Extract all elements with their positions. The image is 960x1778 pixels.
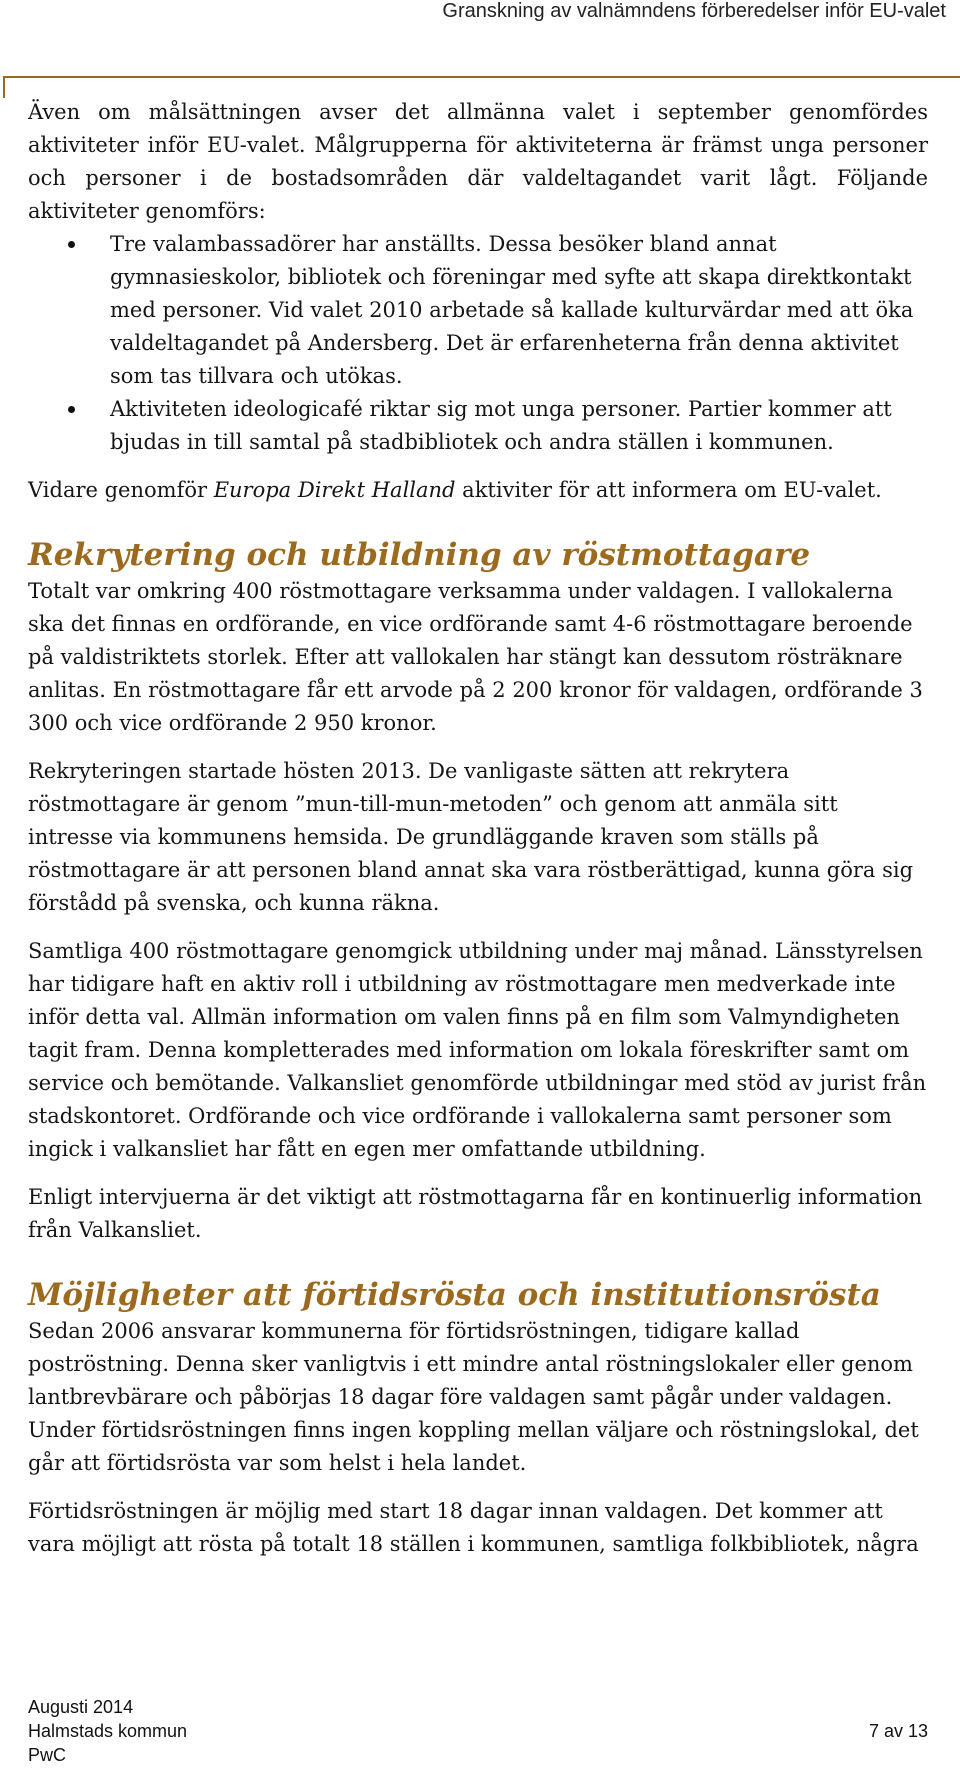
- page-footer: [28, 1695, 948, 1767]
- footer-org: Halmstads kommun: [28, 1721, 188, 1741]
- europa-direkt-halland: Europa Direkt Halland: [213, 478, 456, 502]
- bullet-icon: [68, 406, 75, 413]
- europa-suffix: aktiviter för att informera om EU-valet.: [455, 478, 882, 502]
- europa-direkt-paragraph: [28, 474, 928, 507]
- footer-date: Augusti 2014: [28, 1697, 134, 1717]
- bullet-icon: [68, 241, 75, 248]
- activity-list: [28, 228, 928, 459]
- body-content: [28, 96, 928, 1561]
- section-heading-fortidsrosta: Möjligheter att förtidsrösta och institutionsrösta: [28, 1277, 881, 1313]
- section1-paragraph-4: Enligt intervjuerna är det viktigt att röstmottagarna får en kontinuerlig information från Valkansliet.: [28, 1185, 923, 1242]
- section-heading-rekrytering: Rekrytering och utbildning av röstmottagare: [28, 537, 811, 573]
- section1-paragraph-3: Samtliga 400 röstmottagare genomgick utbildning under maj månad. Länsstyrelsen har tidigare haft en aktiv roll i utbildning av röstmottagare men medverkade inte inför detta val. Allmän information om valen finns på en film som Valmyndigheten tagit fram. Denna kompletterades med information om lokala föreskrifter samt om service och bemötande. Valkansliet genomförde utbildningar med stöd av jurist från stadskontoret. Ordförande och vice ordförande i vallokalerna samt personer som ingick i valkansliet har fått en egen mer omfattande utbildning.: [28, 939, 927, 1161]
- intro-paragraph: Även om målsättningen avser det allmänna valet i september genomfördes aktiviteter inför EU-valet. Målgrupperna för aktiviteterna är främst unga personer och personer i de bostadsområden där valdeltagandet varit lågt. Följande aktiviteter genomförs:: [28, 100, 928, 223]
- list-item-text: Tre valambassadörer har anställts. Dessa besöker bland annat gymnasieskolor, bibliotek och föreningar med syfte att skapa direktkontakt med personer. Vid valet 2010 arbetade så kallade kulturvärdar med att öka valdeltagandet på Andersberg. Det är erfarenheterna från denna aktivitet som tas tillvara och utökas.: [110, 232, 914, 388]
- section1-paragraph-1: Totalt var omkring 400 röstmottagare verksamma under valdagen. I vallokalerna ska det finnas en ordförande, en vice ordförande samt 4-6 röstmottagare beroende på valdistriktets storlek. Efter att vallokalen har stängt kan dessutom rösträknare anlitas. En röstmottagare får ett arvode på 2 200 kronor för valdagen, ordförande 3 300 och vice ordförande 2 950 kronor.: [28, 579, 923, 735]
- section2-paragraph-1: Sedan 2006 ansvarar kommunerna för förtidsröstningen, tidigare kallad poströstning. Denna sker vanligtvis i ett mindre antal röstningslokaler eller genom lantbrevbärare och påbörjas 18 dagar före valdagen samt pågår under valdagen. Under förtidsröstningen finns ingen koppling mellan väljare och röstningslokal, det går att förtidsrösta var som helst i hela landet.: [28, 1319, 919, 1475]
- section2-paragraph-2: Förtidsröstningen är möjlig med start 18 dagar innan valdagen. Det kommer att vara möjligt att rösta på totalt 18 ställen i kommunen, samtliga folkbibliotek, några: [28, 1499, 919, 1556]
- section1-paragraph-2: Rekryteringen startade hösten 2013. De vanligaste sätten att rekrytera röstmottagare är genom ”mun-till-mun-metoden” och genom att anmäla sitt intresse via kommunens hemsida. De grundläggande kraven som ställs på röstmottagare är att personen bland annat ska vara röstberättigad, kunna göra sig förstådd på svenska, och kunna räkna.: [28, 759, 914, 915]
- list-item: [28, 393, 928, 459]
- europa-prefix: Vidare genomför: [28, 478, 214, 502]
- header-rule: [3, 76, 960, 78]
- list-item: [28, 228, 928, 393]
- corner-mark: [3, 76, 5, 98]
- running-header: Granskning av valnämndens förberedelser inför EU-valet: [442, 0, 946, 22]
- page-number: 7 av 13: [868, 1721, 928, 1741]
- footer-org-row: [28, 1719, 948, 1743]
- list-item-text: Aktiviteten ideologicafé riktar sig mot unga personer. Partier kommer att bjudas in till samtal på stadbibliotek och andra ställen i kommunen.: [110, 397, 892, 454]
- footer-company: PwC: [28, 1745, 67, 1765]
